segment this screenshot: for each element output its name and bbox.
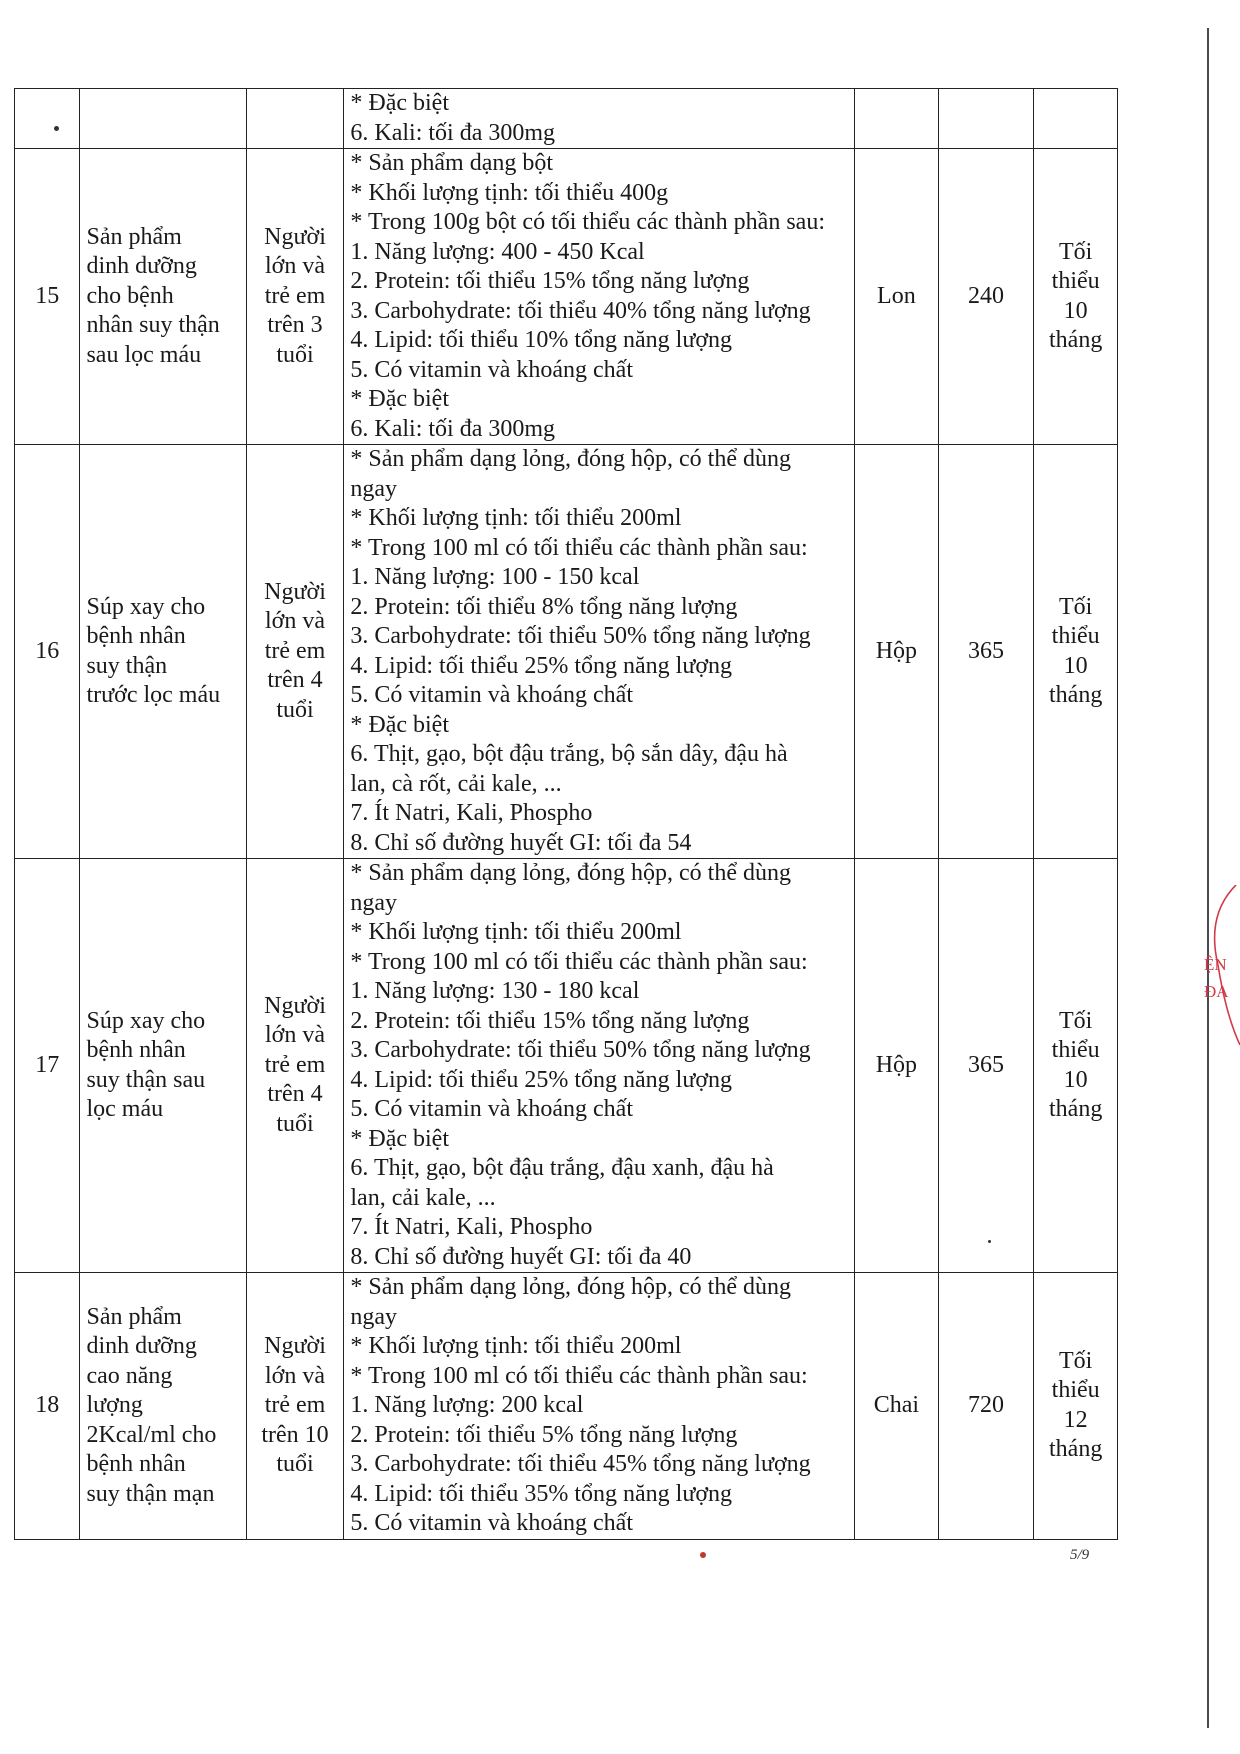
shelf-life-line: tháng <box>1049 682 1103 708</box>
shelf-life-line: thiểu <box>1051 1037 1100 1063</box>
product-name-line: trước lọc máu <box>86 682 221 708</box>
spec-line: ngay <box>350 1303 398 1330</box>
target-user-line: trẻ em <box>264 1392 326 1418</box>
cell-shelf-life <box>1034 89 1118 149</box>
table-row <box>15 859 1118 1273</box>
cell-stt <box>15 859 80 1273</box>
cell-specification <box>344 1273 855 1540</box>
spec-line: 1. Năng lượng: 400 - 450 Kcal <box>350 238 645 265</box>
unit-value: Lon <box>877 282 916 309</box>
shelf-life-line: Tối <box>1059 1007 1093 1034</box>
product-name-line: bệnh nhân <box>86 623 186 649</box>
shelf-life-line: Tối <box>1059 593 1093 620</box>
cell-shelf-life <box>1034 445 1118 859</box>
target-user-line: lớn và <box>265 1022 326 1049</box>
spec-line: 4. Lipid: tối thiểu 35% tổng năng lượng <box>350 1480 733 1507</box>
spec-line: * Sản phẩm dạng lỏng, đóng hộp, có thể dùng <box>350 446 791 472</box>
product-name-line: Sản phẩm <box>86 223 182 250</box>
target-user-line: trên 3 <box>267 312 323 339</box>
cell-specification <box>344 445 855 859</box>
product-name-line: suy thận sau <box>86 1066 206 1093</box>
spec-line: * Đặc biệt <box>350 711 449 738</box>
spec-line: 2. Protein: tối thiểu 5% tổng năng lượng <box>350 1421 738 1448</box>
spec-line: 4. Lipid: tối thiểu 25% tổng năng lượng <box>350 1066 733 1093</box>
product-name-line: 2Kcal/ml cho <box>86 1421 217 1448</box>
spec-line: lan, cà rốt, cải kale, ... <box>350 770 562 797</box>
spec-line: 6. Thịt, gạo, bột đậu trắng, đậu xanh, đậu hà <box>350 1155 774 1181</box>
cell-quantity <box>938 149 1034 445</box>
spec-line: * Sản phẩm dạng bột <box>350 150 554 176</box>
page-number: 5/9 <box>1070 1547 1090 1563</box>
shelf-life-line: 12 <box>1063 1406 1088 1433</box>
product-name-line: lọc máu <box>86 1096 164 1122</box>
cell-product-name <box>80 859 246 1273</box>
spec-line: 2. Protein: tối thiểu 15% tổng năng lượng <box>350 268 750 294</box>
shelf-life-line: Tối <box>1059 238 1093 265</box>
target-user-line: trẻ em <box>264 637 326 664</box>
spec-line: 6. Thịt, gạo, bột đậu trắng, bộ sắn dây, đậu hà <box>350 741 788 767</box>
scan-speck <box>988 1240 991 1243</box>
product-name-line: Súp xay cho <box>86 1007 206 1034</box>
spec-line: 7. Ít Natri, Kali, Phospho <box>350 800 593 826</box>
product-name-line: dinh dưỡng <box>86 1333 197 1359</box>
product-name-line: suy thận mạn <box>86 1480 215 1507</box>
target-user-line: Người <box>264 992 326 1019</box>
row-number: 15 <box>35 282 60 309</box>
row-number: 18 <box>35 1392 60 1418</box>
spec-line: * Khối lượng tịnh: tối thiểu 400g <box>350 179 669 206</box>
shelf-life-line: 10 <box>1063 1066 1088 1093</box>
scan-speck <box>700 1552 706 1558</box>
spec-line: 6. Kali: tối đa 300mg <box>350 119 556 146</box>
product-name-line: Sản phẩm <box>86 1303 182 1330</box>
shelf-life-line: 10 <box>1063 297 1088 324</box>
cell-stt <box>15 89 80 149</box>
cell-quantity <box>938 445 1034 859</box>
spec-line: 2. Protein: tối thiểu 15% tổng năng lượng <box>350 1007 750 1034</box>
spec-line: 6. Kali: tối đa 300mg <box>350 415 556 442</box>
cell-product-name <box>80 1273 246 1540</box>
cell-unit <box>855 445 939 859</box>
shelf-life-line: tháng <box>1049 327 1103 353</box>
cell-unit <box>855 859 939 1273</box>
product-spec-table <box>14 88 1118 1540</box>
quantity-value: 720 <box>968 1392 1005 1418</box>
cell-target-user <box>246 149 344 445</box>
spec-line: * Đặc biệt <box>350 90 449 116</box>
spec-line: 5. Có vitamin và khoáng chất <box>350 1096 633 1122</box>
spec-line: ngay <box>350 475 398 502</box>
target-user-line: lớn và <box>265 1362 326 1389</box>
cell-target-user <box>246 89 344 149</box>
target-user-line: trẻ em <box>264 1051 326 1078</box>
target-user-line: Người <box>264 1333 326 1359</box>
spec-line: 4. Lipid: tối thiểu 25% tổng năng lượng <box>350 652 733 679</box>
shelf-life-line: tháng <box>1049 1436 1103 1463</box>
spec-line: * Trong 100 ml có tối thiểu các thành phần sau: <box>350 534 808 561</box>
unit-value: Hộp <box>875 1051 918 1078</box>
unit-value: Chai <box>873 1392 920 1418</box>
spec-line: * Khối lượng tịnh: tối thiểu 200ml <box>350 919 682 945</box>
cell-quantity <box>938 859 1034 1273</box>
product-name-line: bệnh nhân <box>86 1451 186 1477</box>
stamp-text-1: ỆN <box>1204 955 1227 974</box>
spec-line: 1. Năng lượng: 100 - 150 kcal <box>350 564 640 590</box>
spec-line: 5. Có vitamin và khoáng chất <box>350 682 633 708</box>
target-user-line: trẻ em <box>264 282 326 309</box>
spec-line: * Trong 100 ml có tối thiểu các thành phần sau: <box>350 948 808 975</box>
spec-line: 8. Chỉ số đường huyết GI: tối đa 54 <box>350 829 692 856</box>
cell-stt <box>15 445 80 859</box>
table-row <box>15 1273 1118 1540</box>
spec-line: * Khối lượng tịnh: tối thiểu 200ml <box>350 1333 682 1359</box>
spec-line: * Đặc biệt <box>350 1125 449 1152</box>
product-name-line: suy thận <box>86 652 168 679</box>
product-name-line: lượng <box>86 1392 143 1418</box>
target-user-line: trên 10 <box>261 1421 329 1448</box>
spec-table-body <box>15 89 1118 1540</box>
spec-line: 1. Năng lượng: 200 kcal <box>350 1392 584 1418</box>
shelf-life-line: Tối <box>1059 1347 1093 1374</box>
spec-line: 8. Chỉ số đường huyết GI: tối đa 40 <box>350 1243 692 1270</box>
cell-shelf-life <box>1034 149 1118 445</box>
spec-line: 3. Carbohydrate: tối thiểu 40% tổng năng lượng <box>350 297 811 324</box>
target-user-line: lớn và <box>265 253 326 280</box>
product-name-line: sau lọc máu <box>86 341 202 368</box>
spec-line: * Sản phẩm dạng lỏng, đóng hộp, có thể dùng <box>350 860 791 886</box>
cell-product-name <box>80 445 246 859</box>
shelf-life-line: thiểu <box>1051 623 1100 649</box>
cell-specification <box>344 149 855 445</box>
spec-line: 3. Carbohydrate: tối thiểu 50% tổng năng lượng <box>350 1037 811 1063</box>
shelf-life-line: thiểu <box>1051 1377 1100 1404</box>
cell-quantity <box>938 1273 1034 1540</box>
spec-line: * Trong 100g bột có tối thiểu các thành phần sau: <box>350 209 825 235</box>
cell-product-name <box>80 149 246 445</box>
scan-speck <box>54 126 59 131</box>
product-name-line: bệnh nhân <box>86 1037 186 1063</box>
cell-shelf-life <box>1034 859 1118 1273</box>
spec-line: 5. Có vitamin và khoáng chất <box>350 356 633 383</box>
cell-stt <box>15 1273 80 1540</box>
cell-target-user <box>246 859 344 1273</box>
cell-unit <box>855 1273 939 1540</box>
cell-shelf-life <box>1034 1273 1118 1540</box>
spec-line: 1. Năng lượng: 130 - 180 kcal <box>350 978 640 1004</box>
cell-unit <box>855 149 939 445</box>
shelf-life-line: tháng <box>1049 1096 1103 1122</box>
target-user-line: trên 4 <box>267 1081 323 1108</box>
spec-line: 2. Protein: tối thiểu 8% tổng năng lượng <box>350 593 738 620</box>
spec-line: 5. Có vitamin và khoáng chất <box>350 1510 633 1536</box>
spec-line: 3. Carbohydrate: tối thiểu 50% tổng năng lượng <box>350 623 811 649</box>
row-number: 16 <box>35 637 60 664</box>
cell-product-name <box>80 89 246 149</box>
product-name-line: cao năng <box>86 1362 173 1389</box>
product-name-line: dinh dưỡng <box>86 253 197 280</box>
quantity-value: 365 <box>968 637 1005 664</box>
cell-specification <box>344 89 855 149</box>
cell-stt <box>15 149 80 445</box>
spec-line: * Trong 100 ml có tối thiểu các thành phần sau: <box>350 1362 808 1389</box>
target-user-line: trên 4 <box>267 667 323 694</box>
target-user-line: Người <box>264 578 326 605</box>
spec-line: * Đặc biệt <box>350 386 449 412</box>
table-row <box>15 445 1118 859</box>
unit-value: Hộp <box>875 637 918 664</box>
quantity-value: 240 <box>968 282 1005 309</box>
product-name-line: Súp xay cho <box>86 593 206 620</box>
cell-target-user <box>246 1273 344 1540</box>
stamp-text-2: ĐA <box>1204 982 1229 1001</box>
target-user-line: tuổi <box>276 341 314 368</box>
table-row <box>15 149 1118 445</box>
spec-line: * Sản phẩm dạng lỏng, đóng hộp, có thể dùng <box>350 1274 791 1300</box>
spec-line: ngay <box>350 889 398 916</box>
shelf-life-line: thiểu <box>1051 268 1100 294</box>
target-user-line: tuổi <box>276 696 314 723</box>
cell-unit <box>855 89 939 149</box>
target-user-line: lớn và <box>265 608 326 635</box>
spec-line: 3. Carbohydrate: tối thiểu 45% tổng năng lượng <box>350 1451 811 1477</box>
spec-line: lan, cải kale, ... <box>350 1184 496 1211</box>
red-stamp-fragment <box>1196 885 1240 1045</box>
spec-line: * Khối lượng tịnh: tối thiểu 200ml <box>350 505 682 531</box>
cell-specification <box>344 859 855 1273</box>
quantity-value: 365 <box>968 1051 1005 1078</box>
product-name-line: nhân suy thận <box>86 312 220 339</box>
target-user-line: tuổi <box>276 1451 314 1477</box>
spec-line: 7. Ít Natri, Kali, Phospho <box>350 1214 593 1240</box>
row-number: 17 <box>35 1051 60 1078</box>
scan-edge-line <box>1207 28 1209 1728</box>
spec-line: 4. Lipid: tối thiểu 10% tổng năng lượng <box>350 327 733 353</box>
cell-target-user <box>246 445 344 859</box>
table-row <box>15 89 1118 149</box>
product-name-line: cho bệnh <box>86 282 174 309</box>
target-user-line: Người <box>264 223 326 250</box>
cell-quantity <box>938 89 1034 149</box>
target-user-line: tuổi <box>276 1110 314 1137</box>
shelf-life-line: 10 <box>1063 652 1088 679</box>
